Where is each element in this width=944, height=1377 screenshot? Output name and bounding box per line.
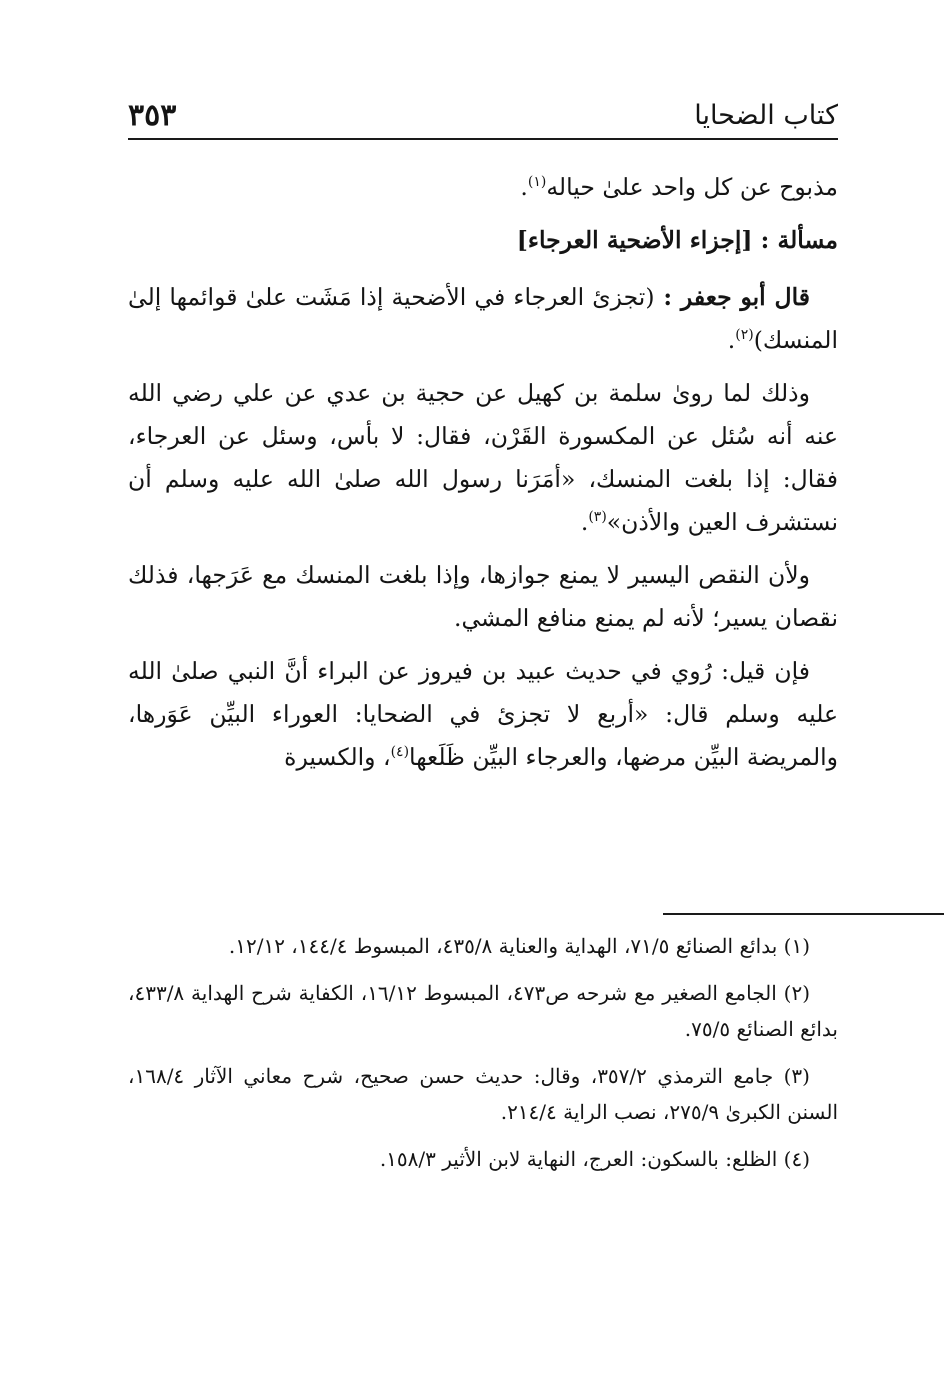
objection-end: ، والكسيرة bbox=[284, 743, 391, 771]
issue-heading bbox=[128, 219, 838, 262]
footnote-divider bbox=[663, 913, 944, 915]
quote-text: (تجزئ العرجاء في الأضحية إذا مَشَت علىٰ قوائمها إلىٰ المنسك) bbox=[128, 283, 838, 354]
objection-text: فإن قيل: رُوي في حديث عبيد بن فيروز عن البراء أنَّ النبي صلىٰ الله عليه وسلم قال: «أربع لا تجزئ في الضحايا: العوراء البيِّن عَوَرها، والمريضة البيِّن مرضها، والعرجاء البيِّن ظَلَعها bbox=[128, 657, 838, 771]
hadith-end: . bbox=[580, 508, 589, 536]
speaker-label: قال أبو جعفر : bbox=[654, 283, 810, 311]
footnote-4: (٤) الظلع: بالسكون: العرج، النهاية لابن الأثير ١٥٨/٣. bbox=[379, 1147, 810, 1171]
running-header bbox=[128, 92, 838, 138]
quote-end: . bbox=[727, 326, 736, 354]
footnote-1: (١) بدائع الصنائع ٧١/٥، الهداية والعناية ٤٣٥/٨، المبسوط ١٤٤/٤، ١٢/١٢. bbox=[228, 934, 810, 958]
header-divider bbox=[128, 138, 838, 140]
book-page bbox=[128, 0, 838, 1377]
running-title: كتاب الضحايا bbox=[694, 99, 838, 131]
paragraph-1 bbox=[128, 166, 838, 209]
footnotes bbox=[128, 928, 838, 1188]
footnote-ref-1: (١) bbox=[527, 174, 547, 190]
hadith-text: وذلك لما روىٰ سلمة بن كهيل عن حجية بن عدي عن علي رضي الله عنه أنه سُئل عن المكسورة القَرْن، فقال: لا بأس، وسئل عن العرجاء، فقال: إذا بلغت المنسك، «أمَرَنا رسول الله صلىٰ الله عليه وسلم أن نستشرف العين والأذن» bbox=[128, 379, 838, 536]
footnote-2: (٢) الجامع الصغير مع شرحه ص٤٧٣، المبسوط ١٦/١٢، الكفاية شرح الهداية ٤٣٣/٨، بدائع الصنائع ٧٥/٥. bbox=[128, 981, 838, 1041]
footnote-ref-2: (٢) bbox=[735, 327, 754, 343]
paragraph-hadith bbox=[128, 372, 838, 544]
footnote-3: (٣) جامع الترمذي ٣٥٧/٢، وقال: حديث حسن صحيح، شرح معاني الآثار ١٦٨/٤، السنن الكبرىٰ ٢٧٥/٩، نصب الراية ٢١٤/٤. bbox=[128, 1064, 838, 1124]
paragraph-1-text: مذبوح عن كل واحد علىٰ حياله bbox=[546, 173, 838, 201]
paragraph-quote bbox=[128, 276, 838, 362]
main-text bbox=[128, 166, 838, 789]
issue-title: [إجزاء الأضحية العرجاء] bbox=[516, 226, 753, 254]
page-number: ٣٥٣ bbox=[128, 97, 177, 133]
issue-label: مسألة : bbox=[752, 226, 838, 254]
footnote-ref-3: (٣) bbox=[588, 509, 607, 525]
paragraph-1-end: . bbox=[520, 173, 528, 201]
paragraph-objection bbox=[128, 650, 838, 779]
paragraph-reasoning: ولأن النقص اليسير لا يمنع جوازها، وإذا بلغت المنسك مع عَرَجها، فذلك نقصان يسير؛ لأنه لم يمنع منافع المشي. bbox=[128, 561, 838, 632]
footnote-ref-4: (٤) bbox=[390, 744, 410, 760]
